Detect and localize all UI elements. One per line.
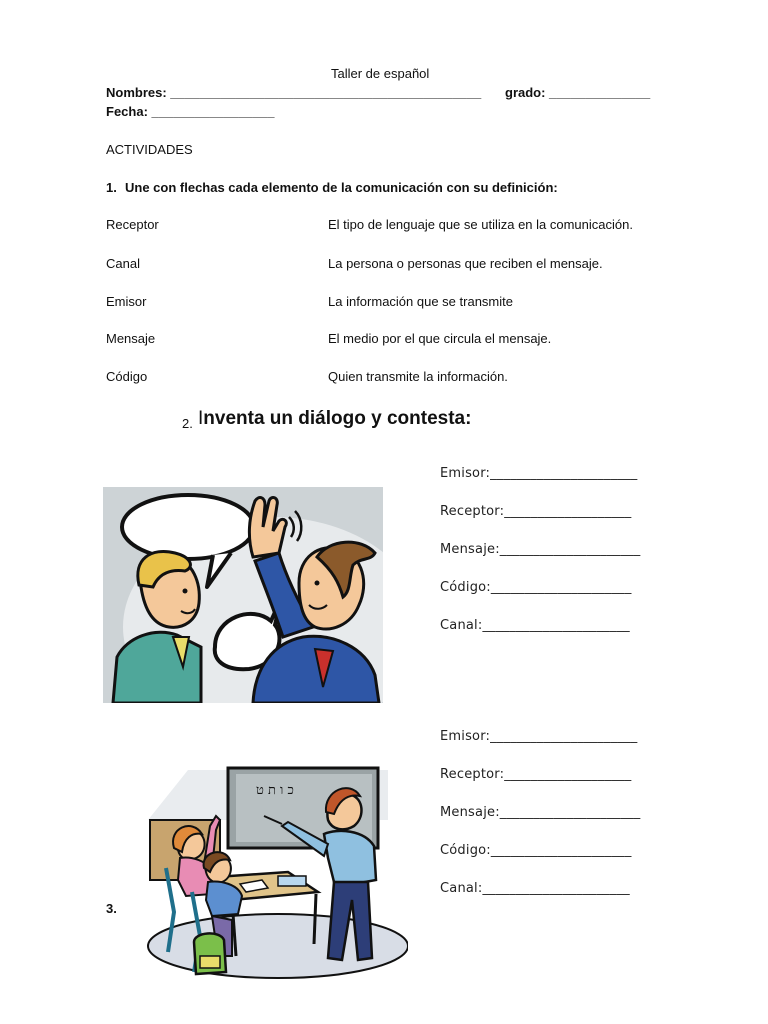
answer2-codigo-field[interactable]: Código:_____________________ xyxy=(440,843,632,858)
answer1-mensaje-field[interactable]: Mensaje:_____________________ xyxy=(440,542,641,557)
term-receptor: Receptor xyxy=(106,217,159,232)
names-field[interactable]: Nombres: ___________________________________________ xyxy=(106,85,482,100)
date-field[interactable]: Fecha: _________________ xyxy=(106,104,275,119)
answer2-emisor-field[interactable]: Emisor:______________________ xyxy=(440,729,638,744)
definition-4: El medio por el que circula el mensaje. xyxy=(328,331,552,346)
term-codigo: Código xyxy=(106,369,148,384)
classroom-illustration xyxy=(128,760,408,982)
section-label: ACTIVIDADES xyxy=(106,142,193,157)
q2-number: 2. xyxy=(182,416,193,431)
term-emisor: Emisor xyxy=(106,294,147,309)
definition-1: El tipo de lenguaje que se utiliza en la comunicación. xyxy=(328,217,633,232)
definition-5: Quien transmite la información. xyxy=(328,369,508,384)
term-mensaje: Mensaje xyxy=(106,331,156,346)
dialogue-illustration xyxy=(103,487,383,703)
q2-prompt xyxy=(198,408,471,430)
q1-prompt: Une con flechas cada elemento de la comunicación con su definición: xyxy=(125,180,558,195)
answer2-canal-field[interactable]: Canal:______________________ xyxy=(440,881,630,896)
answer1-receptor-field[interactable]: Receptor:___________________ xyxy=(440,504,632,519)
worksheet-title: Taller de español xyxy=(331,66,430,81)
definition-2: La persona o personas que reciben el mensaje. xyxy=(328,256,603,271)
answer1-codigo-field[interactable]: Código:_____________________ xyxy=(440,580,632,595)
q2-text: nventa un diálogo y contesta: xyxy=(203,408,472,429)
q3-number: 3. xyxy=(106,901,117,916)
answer1-emisor-field[interactable]: Emisor:______________________ xyxy=(440,466,638,481)
answer2-mensaje-field[interactable]: Mensaje:_____________________ xyxy=(440,805,641,820)
term-canal: Canal xyxy=(106,256,140,271)
board-text: כ ו ת ט xyxy=(256,783,294,798)
answer2-receptor-field[interactable]: Receptor:___________________ xyxy=(440,767,632,782)
definition-3: La información que se transmite xyxy=(328,294,513,309)
q1-number: 1. xyxy=(106,180,117,195)
grade-field[interactable]: grado: ______________ xyxy=(505,85,651,100)
answer1-canal-field[interactable]: Canal:______________________ xyxy=(440,618,630,633)
q2-first-letter: I xyxy=(198,408,204,429)
